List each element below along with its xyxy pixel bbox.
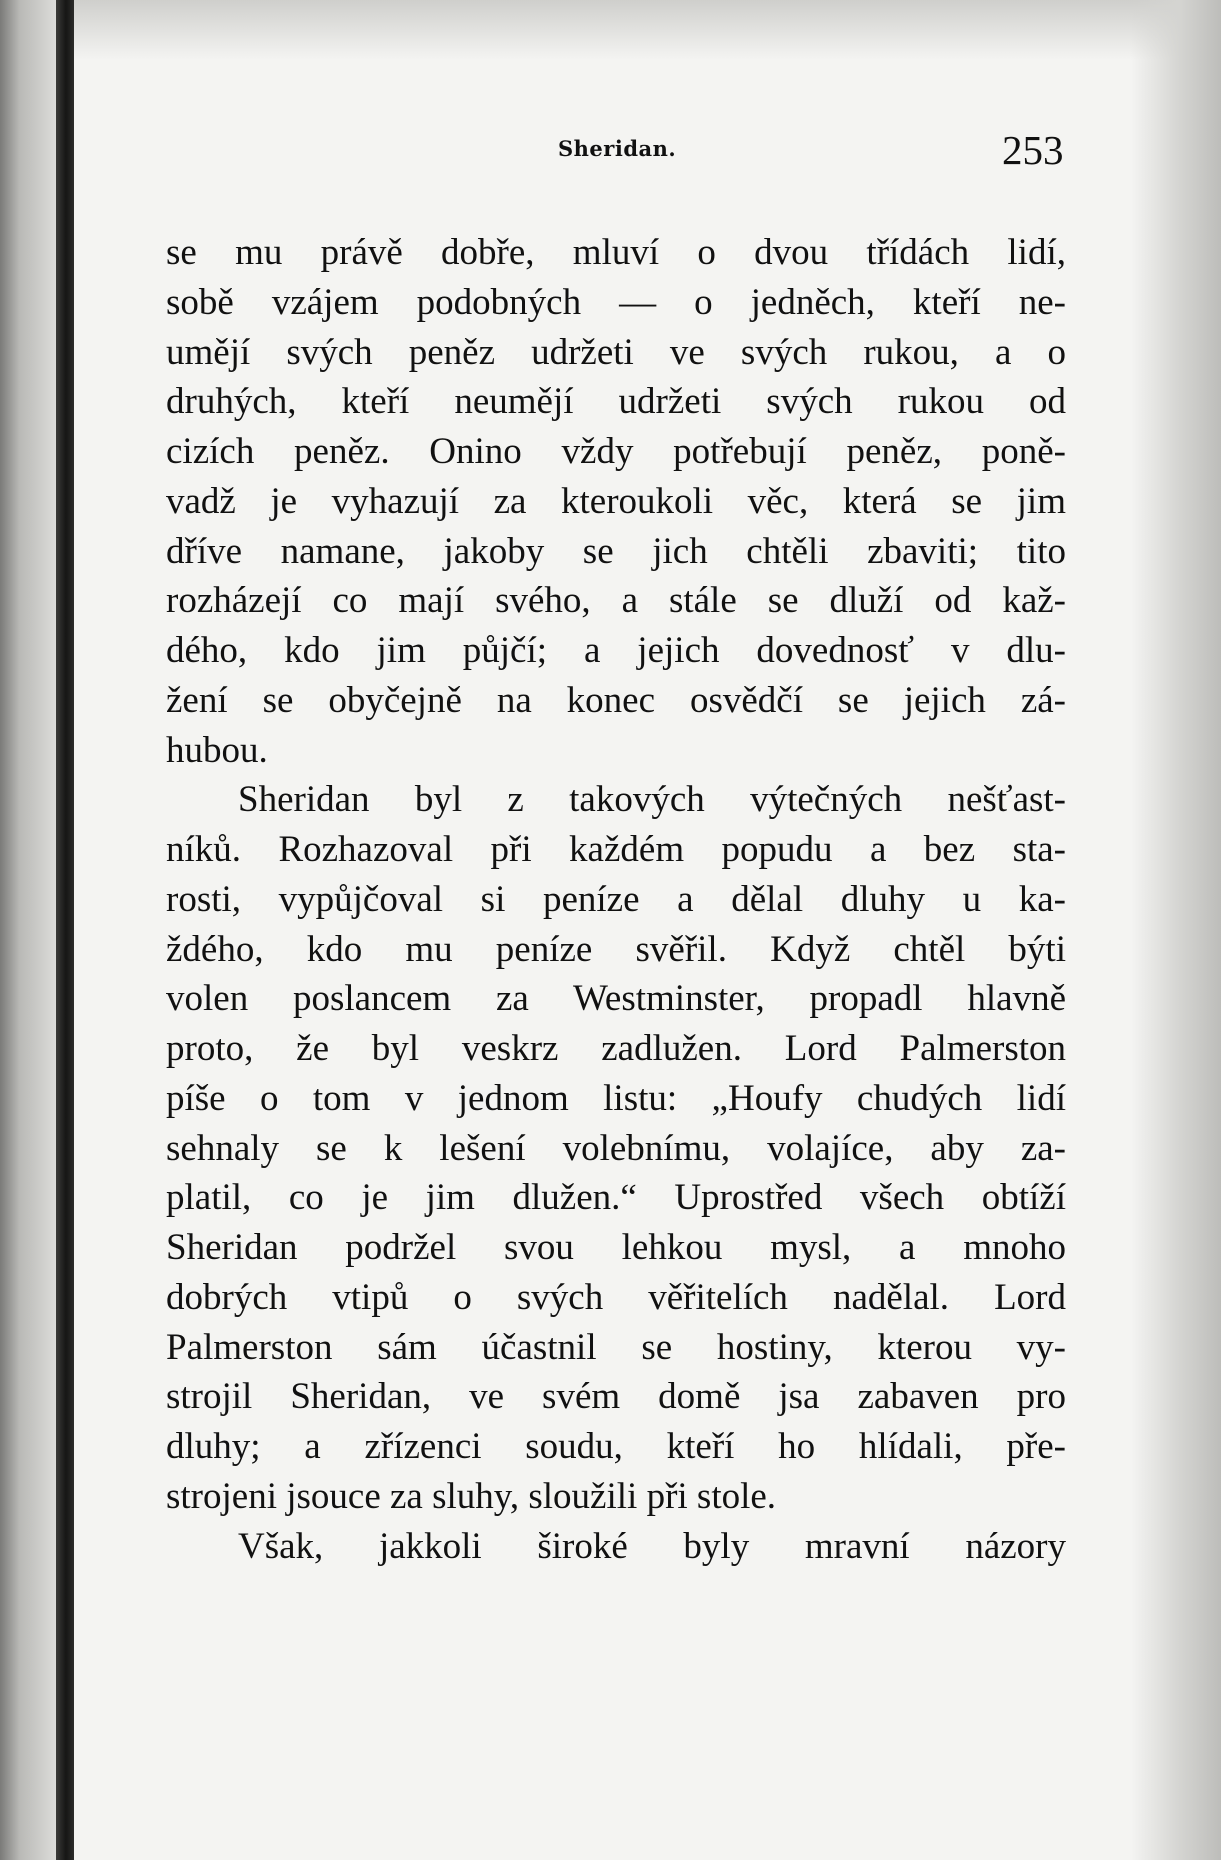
text-line: platil, co je jim dlužen.“ Uprostřed všech obtíží — [166, 1177, 1066, 1219]
text-line: Však, jakkoli široké byly mravní názory — [238, 1525, 1066, 1567]
text-line: vadž je vyhazují za kteroukoli věc, která se jim — [166, 480, 1066, 522]
text-line: umějí svých peněz udržeti ve svých rukou, a o — [166, 331, 1066, 373]
text-line: cizích peněz. Onino vždy potřebují peněz, poně- — [166, 431, 1066, 472]
text-line: Sheridan byl z takových výtečných nešťast- — [238, 779, 1066, 821]
running-head: Sheridan. — [558, 136, 677, 161]
text-line: sehnaly se k lešení volebnímu, volajíce, aby za- — [166, 1127, 1066, 1169]
text-line: sobě vzájem podobných — o jedněch, kteří ne- — [166, 281, 1066, 323]
text-line: dého, kdo jim půjčí; a jejich dovednosť v dlu- — [166, 630, 1066, 671]
text-line: ždého, kdo mu peníze svěřil. Když chtěl býti — [166, 928, 1066, 970]
text-line: proto, že byl veskrz zadlužen. Lord Palmerston — [166, 1028, 1066, 1069]
text-line: se mu právě dobře, mluví o dvou třídách lidí, — [166, 232, 1066, 273]
text-line: hubou. — [166, 729, 268, 771]
body-text — [166, 228, 1066, 1571]
text-line: Palmerston sám účastnil se hostiny, kterou vy- — [166, 1326, 1066, 1368]
text-line: žení se obyčejně na konec osvědčí se jejich zá- — [166, 679, 1066, 721]
page-content — [74, 0, 1131, 1860]
text-line: níků. Rozhazoval při každém popudu a bez sta- — [166, 829, 1066, 870]
paragraph — [166, 1522, 1066, 1572]
text-line: volen poslancem za Westminster, propadl hlavně — [166, 978, 1066, 1020]
text-line: druhých, kteří neumějí udržeti svých rukou od — [166, 381, 1066, 423]
text-line: dříve namane, jakoby se jich chtěli zbaviti; tito — [166, 530, 1066, 572]
text-line: dluhy; a zřízenci soudu, kteří ho hlídali, pře- — [166, 1426, 1066, 1467]
page-right-shadow — [1131, 0, 1221, 1860]
text-line: strojeni jsouce za sluhy, sloužili při stole. — [166, 1475, 777, 1517]
facing-page-edge — [0, 0, 56, 1860]
text-line: píše o tom v jednom listu: „Houfy chudých lidí — [166, 1077, 1066, 1119]
text-line: rosti, vypůjčoval si peníze a dělal dluhy u ka- — [166, 878, 1066, 920]
paragraph — [166, 228, 1066, 775]
text-line: rozházejí co mají svého, a stále se dluží od kaž- — [166, 580, 1066, 622]
paragraph — [166, 775, 1066, 1521]
text-line: Sheridan podržel svou lehkou mysl, a mnoho — [166, 1227, 1066, 1268]
text-line: dobrých vtipů o svých věřitelích nadělal. Lord — [166, 1276, 1066, 1318]
page-number: 253 — [1002, 127, 1064, 173]
text-line: strojil Sheridan, ve svém domě jsa zabaven pro — [166, 1376, 1066, 1418]
book-gutter — [56, 0, 74, 1860]
